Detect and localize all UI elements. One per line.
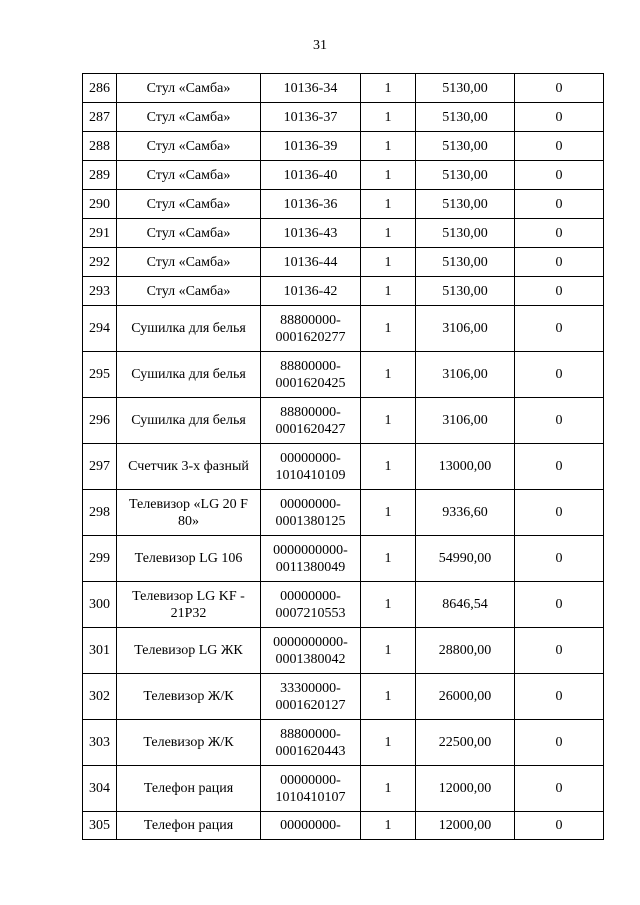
cell-item-name: Телевизор «LG 20 F 80» xyxy=(117,490,261,536)
cell-item-name: Стул «Самба» xyxy=(117,248,261,277)
table-row xyxy=(83,74,604,103)
cell-number: 296 xyxy=(83,398,117,444)
cell-number: 301 xyxy=(83,628,117,674)
cell-inventory-code: 0000000000-0011380049 xyxy=(261,536,361,582)
table-row xyxy=(83,720,604,766)
cell-quantity: 1 xyxy=(361,812,416,840)
cell-residual: 0 xyxy=(515,674,604,720)
cell-quantity: 1 xyxy=(361,103,416,132)
table-row xyxy=(83,277,604,306)
cell-number: 298 xyxy=(83,490,117,536)
table-row xyxy=(83,490,604,536)
table-row xyxy=(83,398,604,444)
cell-residual: 0 xyxy=(515,103,604,132)
cell-number: 295 xyxy=(83,352,117,398)
table-row xyxy=(83,444,604,490)
cell-number: 300 xyxy=(83,582,117,628)
cell-item-name: Стул «Самба» xyxy=(117,161,261,190)
cell-inventory-code: 10136-36 xyxy=(261,190,361,219)
cell-item-name: Сушилка для белья xyxy=(117,398,261,444)
cell-quantity: 1 xyxy=(361,398,416,444)
cell-number: 302 xyxy=(83,674,117,720)
cell-inventory-code: 88800000-0001620425 xyxy=(261,352,361,398)
cell-inventory-code: 10136-43 xyxy=(261,219,361,248)
cell-inventory-code: 88800000-0001620277 xyxy=(261,306,361,352)
table-row xyxy=(83,352,604,398)
cell-residual: 0 xyxy=(515,720,604,766)
cell-price: 5130,00 xyxy=(416,161,515,190)
cell-price: 5130,00 xyxy=(416,103,515,132)
cell-inventory-code: 00000000-0007210553 xyxy=(261,582,361,628)
cell-residual: 0 xyxy=(515,628,604,674)
cell-item-name: Стул «Самба» xyxy=(117,74,261,103)
cell-quantity: 1 xyxy=(361,248,416,277)
cell-inventory-code: 33300000-0001620127 xyxy=(261,674,361,720)
table-row xyxy=(83,674,604,720)
cell-inventory-code: 00000000-1010410107 xyxy=(261,766,361,812)
cell-number: 294 xyxy=(83,306,117,352)
cell-inventory-code: 10136-34 xyxy=(261,74,361,103)
cell-number: 304 xyxy=(83,766,117,812)
table-row xyxy=(83,248,604,277)
cell-inventory-code: 10136-39 xyxy=(261,132,361,161)
cell-number: 291 xyxy=(83,219,117,248)
cell-price: 54990,00 xyxy=(416,536,515,582)
cell-item-name: Сушилка для белья xyxy=(117,306,261,352)
cell-inventory-code: 10136-42 xyxy=(261,277,361,306)
cell-price: 5130,00 xyxy=(416,248,515,277)
cell-price: 22500,00 xyxy=(416,720,515,766)
cell-residual: 0 xyxy=(515,812,604,840)
table-row xyxy=(83,190,604,219)
cell-number: 286 xyxy=(83,74,117,103)
cell-residual: 0 xyxy=(515,248,604,277)
cell-quantity: 1 xyxy=(361,190,416,219)
cell-number: 290 xyxy=(83,190,117,219)
cell-item-name: Телевизор Ж/К xyxy=(117,674,261,720)
cell-residual: 0 xyxy=(515,444,604,490)
cell-quantity: 1 xyxy=(361,161,416,190)
cell-quantity: 1 xyxy=(361,306,416,352)
cell-number: 297 xyxy=(83,444,117,490)
table-row xyxy=(83,582,604,628)
cell-item-name: Телевизор LG KF - 21P32 xyxy=(117,582,261,628)
cell-residual: 0 xyxy=(515,277,604,306)
table-row xyxy=(83,766,604,812)
cell-item-name: Телевизор Ж/К xyxy=(117,720,261,766)
cell-residual: 0 xyxy=(515,582,604,628)
table-row xyxy=(83,812,604,840)
table-row xyxy=(83,306,604,352)
cell-price: 28800,00 xyxy=(416,628,515,674)
cell-price: 26000,00 xyxy=(416,674,515,720)
cell-price: 3106,00 xyxy=(416,306,515,352)
cell-quantity: 1 xyxy=(361,674,416,720)
cell-inventory-code: 00000000-0001380125 xyxy=(261,490,361,536)
cell-quantity: 1 xyxy=(361,74,416,103)
cell-residual: 0 xyxy=(515,490,604,536)
cell-price: 13000,00 xyxy=(416,444,515,490)
cell-residual: 0 xyxy=(515,161,604,190)
cell-inventory-code: 00000000- xyxy=(261,812,361,840)
cell-price: 9336,60 xyxy=(416,490,515,536)
table-row xyxy=(83,103,604,132)
cell-item-name: Телевизор LG ЖК xyxy=(117,628,261,674)
cell-item-name: Стул «Самба» xyxy=(117,190,261,219)
cell-residual: 0 xyxy=(515,132,604,161)
cell-number: 293 xyxy=(83,277,117,306)
cell-item-name: Телевизор LG 106 xyxy=(117,536,261,582)
cell-item-name: Счетчик 3-х фазный xyxy=(117,444,261,490)
cell-inventory-code: 10136-44 xyxy=(261,248,361,277)
cell-quantity: 1 xyxy=(361,352,416,398)
table-row xyxy=(83,219,604,248)
cell-item-name: Телефон рация xyxy=(117,766,261,812)
cell-item-name: Телефон рация xyxy=(117,812,261,840)
cell-quantity: 1 xyxy=(361,536,416,582)
cell-price: 3106,00 xyxy=(416,352,515,398)
cell-residual: 0 xyxy=(515,190,604,219)
table-row xyxy=(83,536,604,582)
cell-quantity: 1 xyxy=(361,277,416,306)
cell-item-name: Сушилка для белья xyxy=(117,352,261,398)
cell-price: 8646,54 xyxy=(416,582,515,628)
cell-quantity: 1 xyxy=(361,444,416,490)
table-row xyxy=(83,132,604,161)
cell-item-name: Стул «Самба» xyxy=(117,132,261,161)
cell-inventory-code: 10136-40 xyxy=(261,161,361,190)
cell-residual: 0 xyxy=(515,352,604,398)
cell-quantity: 1 xyxy=(361,582,416,628)
cell-inventory-code: 88800000-0001620443 xyxy=(261,720,361,766)
table-row xyxy=(83,161,604,190)
cell-price: 5130,00 xyxy=(416,74,515,103)
cell-inventory-code: 0000000000-0001380042 xyxy=(261,628,361,674)
cell-number: 289 xyxy=(83,161,117,190)
cell-quantity: 1 xyxy=(361,720,416,766)
cell-item-name: Стул «Самба» xyxy=(117,103,261,132)
cell-quantity: 1 xyxy=(361,766,416,812)
cell-number: 305 xyxy=(83,812,117,840)
cell-residual: 0 xyxy=(515,74,604,103)
cell-quantity: 1 xyxy=(361,219,416,248)
cell-quantity: 1 xyxy=(361,132,416,161)
cell-quantity: 1 xyxy=(361,490,416,536)
cell-number: 303 xyxy=(83,720,117,766)
table-row xyxy=(83,628,604,674)
inventory-table xyxy=(82,73,604,840)
page-number: 31 xyxy=(313,38,327,53)
cell-item-name: Стул «Самба» xyxy=(117,277,261,306)
cell-residual: 0 xyxy=(515,306,604,352)
cell-price: 5130,00 xyxy=(416,277,515,306)
cell-inventory-code: 10136-37 xyxy=(261,103,361,132)
cell-residual: 0 xyxy=(515,536,604,582)
cell-number: 287 xyxy=(83,103,117,132)
cell-price: 5130,00 xyxy=(416,132,515,161)
cell-quantity: 1 xyxy=(361,628,416,674)
cell-item-name: Стул «Самба» xyxy=(117,219,261,248)
cell-number: 299 xyxy=(83,536,117,582)
cell-residual: 0 xyxy=(515,398,604,444)
cell-price: 12000,00 xyxy=(416,766,515,812)
cell-price: 12000,00 xyxy=(416,812,515,840)
cell-number: 292 xyxy=(83,248,117,277)
cell-residual: 0 xyxy=(515,766,604,812)
cell-inventory-code: 88800000-0001620427 xyxy=(261,398,361,444)
cell-price: 5130,00 xyxy=(416,219,515,248)
cell-price: 5130,00 xyxy=(416,190,515,219)
cell-residual: 0 xyxy=(515,219,604,248)
cell-inventory-code: 00000000-1010410109 xyxy=(261,444,361,490)
cell-number: 288 xyxy=(83,132,117,161)
cell-price: 3106,00 xyxy=(416,398,515,444)
